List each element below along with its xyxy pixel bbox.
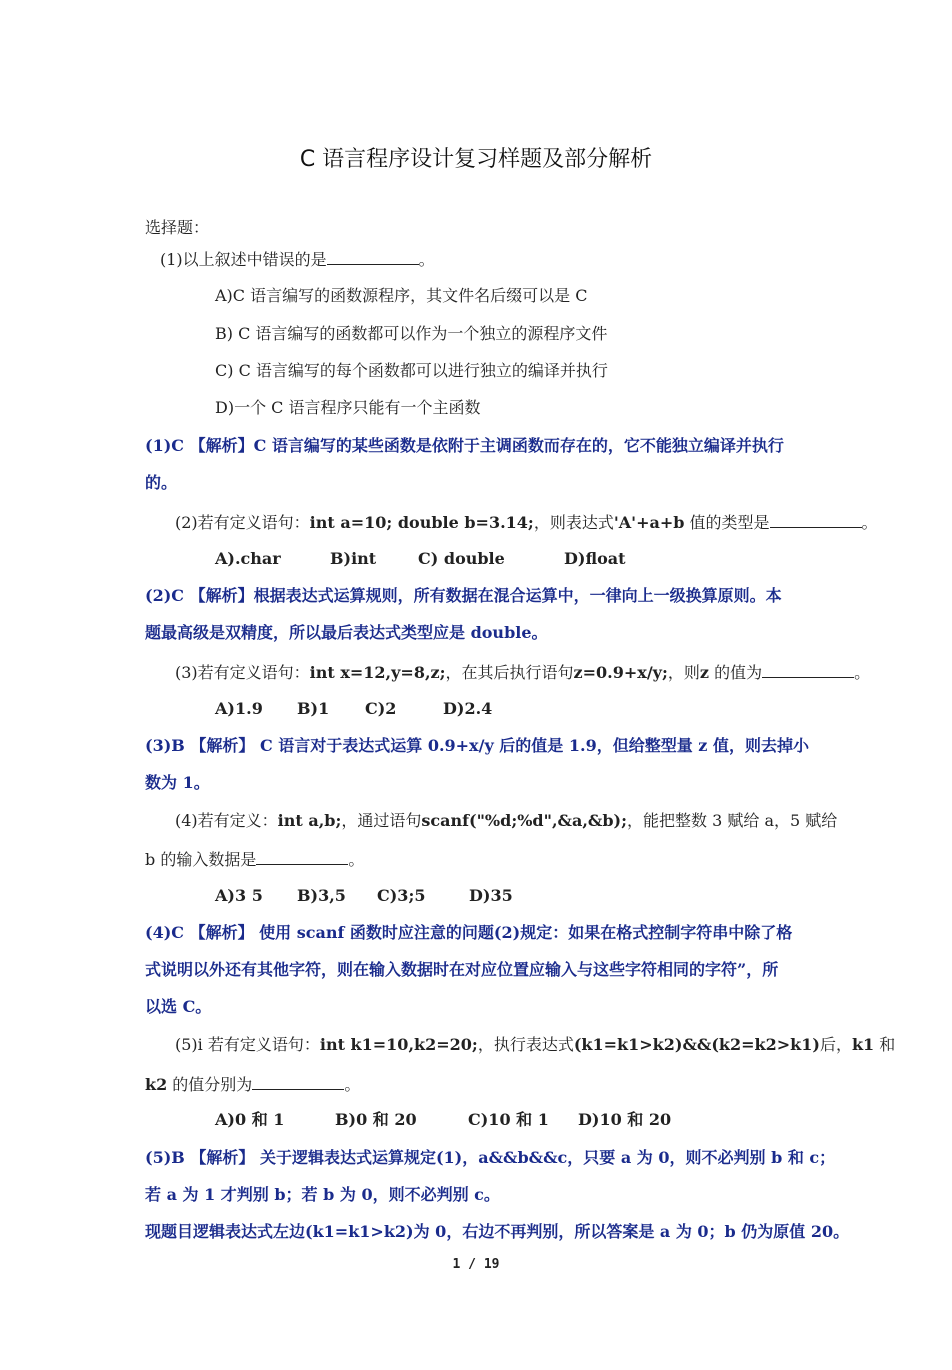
question-3-option-c: C)2 — [365, 699, 397, 718]
question-2-option-a: A).char — [215, 549, 281, 568]
answer-1-line-1: (1)C 【解析】C 语言编写的某些函数是依附于主调函数而存在的，它不能独立编译并执行 — [145, 436, 784, 455]
question-3-stem: (3)若有定义语句：int x=12,y=8,z;，在其后执行语句z=0.9+x/y;，则z 的值为 。 — [175, 663, 871, 682]
question-5-option-d: D)10 和 20 — [578, 1110, 672, 1129]
question-1-option-c: C) C 语言编写的每个函数都可以进行独立的编译并执行 — [215, 361, 608, 380]
section-label: 选择题： — [145, 218, 210, 237]
question-1-option-b: B) C 语言编写的函数都可以作为一个独立的源程序文件 — [215, 324, 608, 343]
question-5-option-c: C)10 和 1 — [468, 1110, 549, 1129]
page-number: 1 / 19 — [452, 1257, 500, 1272]
answer-5-line-2: 若 a 为 1 才判别 b；若 b 为 0，则不必判别 c。 — [145, 1185, 500, 1204]
answer-3-line-2: 数为 1。 — [145, 773, 210, 792]
answer-3-line-1: (3)B 【解析】 C 语言对于表达式运算 0.9+x/y 后的值是 1.9，但给整型量 z 值，则去掉小 — [145, 736, 809, 755]
question-3-option-a: A)1.9 — [215, 699, 263, 718]
question-3-option-d: D)2.4 — [443, 699, 493, 718]
question-5-options — [215, 1110, 671, 1130]
question-4-stem-line-2: b 的输入数据是 。 — [145, 850, 365, 869]
question-4-option-b: B)3,5 — [297, 886, 346, 905]
question-5-stem-line-2: k2 的值分别为 。 — [145, 1075, 361, 1094]
question-4-options — [215, 886, 513, 906]
question-5-stem: (5)i 若有定义语句：int k1=10,k2=20;，执行表达式(k1=k1>k2)&&(k2=k2>k1)后，k1 和 — [175, 1035, 896, 1054]
question-1-option-d: D)一个 C 语言程序只能有一个主函数 — [215, 398, 481, 417]
question-5-option-a: A)0 和 1 — [215, 1110, 285, 1129]
question-4-option-c: C)3;5 — [377, 886, 426, 905]
question-2-stem: (2)若有定义语句：int a=10; double b=3.14;，则表达式'A'+a+b 值的类型是 。 — [175, 513, 878, 532]
question-2-option-b: B)int — [330, 549, 377, 568]
question-4-option-a: A)3 5 — [215, 886, 263, 905]
question-1-option-a: A)C 语言编写的函数源程序，其文件名后缀可以是 C — [215, 286, 588, 305]
question-2-option-d: D)float — [564, 549, 626, 568]
question-1-stem: (1)以上叙述中错误的是 。 — [160, 250, 435, 269]
answer-5-line-3: 现题目逻辑表达式左边(k1=k1>k2)为 0，右边不再判别，所以答案是 a 为 0；b 仍为原值 20。 — [145, 1222, 850, 1241]
answer-1-line-2: 的。 — [145, 473, 178, 492]
question-2-options — [215, 549, 626, 569]
answer-4-line-1: (4)C 【解析】 使用 scanf 函数时应注意的问题(2)规定：如果在格式控制字符串中除了格 — [145, 923, 793, 942]
answer-2-line-1: (2)C 【解析】根据表达式运算规则，所有数据在混合运算中，一律向上一级换算原则。本 — [145, 586, 782, 605]
answer-4-line-3: 以选 C。 — [145, 997, 212, 1016]
answer-5-line-1: (5)B 【解析】 关于逻辑表达式运算规定(1)，a&&b&&c，只要 a 为 0，则不必判别 b 和 c； — [145, 1148, 836, 1167]
answer-blank — [252, 1073, 344, 1090]
answer-4-line-2: 式说明以外还有其他字符，则在输入数据时在对应位置应输入与这些字符相同的字符”，所 — [145, 960, 779, 979]
question-3-option-b: B)1 — [297, 699, 330, 718]
question-4-stem: (4)若有定义：int a,b;，通过语句scanf("%d;%d",&a,&b);，能把整数 3 赋给 a，5 赋给 — [175, 811, 838, 830]
answer-blank — [327, 248, 419, 265]
answer-blank — [762, 661, 854, 678]
question-5-option-b: B)0 和 20 — [335, 1110, 417, 1129]
page-title: C 语言程序设计复习样题及部分解析 — [299, 147, 653, 172]
answer-blank — [770, 511, 862, 528]
question-2-option-c: C) double — [418, 549, 505, 568]
question-3-options — [215, 699, 492, 719]
question-4-option-d: D)35 — [469, 886, 513, 905]
answer-2-line-2: 题最高级是双精度，所以最后表达式类型应是 double。 — [145, 623, 548, 642]
answer-blank — [256, 848, 348, 865]
